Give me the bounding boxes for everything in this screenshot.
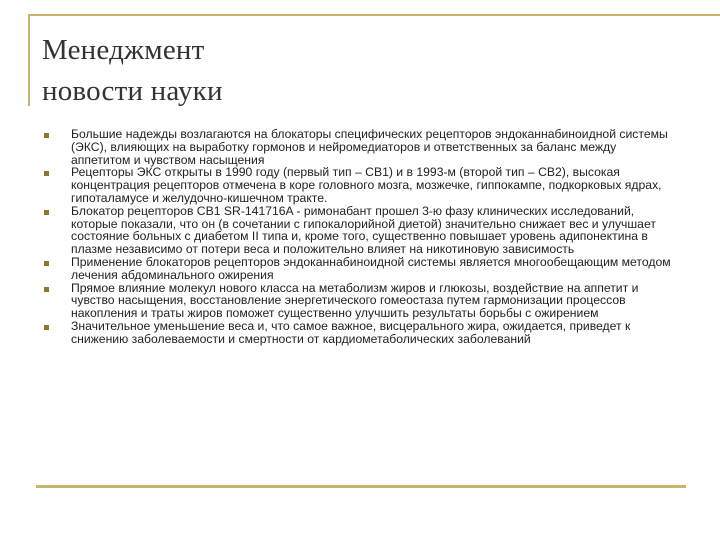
bullet-list <box>44 128 674 346</box>
bullet-item <box>44 128 674 166</box>
bullet-square-icon <box>44 210 49 215</box>
slide-title-line-1: Менеджмент <box>42 34 205 66</box>
slide-title <box>42 30 223 112</box>
bullet-text: Применение блокаторов рецепторов эндоканнабиноидной системы является многообещающим методом лечения абдоминального ожирения <box>71 254 671 282</box>
bullet-text: Значительное уменьшение веса и, что самое важное, висцерального жира, ожидается, приведет к снижению заболеваемости и смертности от кардиометаболических заболеваний <box>71 318 631 346</box>
bullet-text: Рецепторы ЭКС открыты в 1990 году (первый тип – CB1) и в 1993-м (второй тип – CB2), высокая концентрация рецепторов отмечена в коре головного мозга, мозжечке, гиппокампе, подкорковых ядрах, гипоталамусе и желудочно-кишечном тракте. <box>71 165 662 205</box>
bullet-item <box>44 166 674 204</box>
bottom-divider <box>36 485 686 488</box>
bullet-square-icon <box>44 133 49 138</box>
bullet-item <box>44 256 674 282</box>
bullet-square-icon <box>44 171 49 176</box>
bullet-square-icon <box>44 261 49 266</box>
bullet-item <box>44 282 674 320</box>
bullet-text: Большие надежды возлагаются на блокаторы специфических рецепторов эндоканнабиноидной системы (ЭКС), влияющих на выработку гормонов и нейромедиаторов и ответственных за баланс между аппетитом и чувством насыщения <box>71 127 668 167</box>
bullet-item <box>44 205 674 256</box>
bullet-text: Блокатор рецепторов CB1 SR-141716A - римонабант прошел 3-ю фазу клинических исследований, которые показали, что он (в сочетании с гипокалорийной диетой) значительно снижает вес и улучшает состояние больных с диабетом II типа и, кроме того, существенно повышает уровень адипонектина в плазме независимо от потери веса и положительно влияет на никотиновую зависимость <box>71 203 656 257</box>
bullet-square-icon <box>44 325 49 330</box>
bullet-square-icon <box>44 287 49 292</box>
bullet-text: Прямое влияние молекул нового класса на метаболизм жиров и глюкозы, воздействие на аппетит и чувство насыщения, восстановление энергетического гомеостаза путем гармонизации процессов накопления и траты жиров поможет существенно улучшить результаты борьбы с ожирением <box>71 280 639 321</box>
slide-title-line-2: новости науки <box>42 75 223 107</box>
bullet-item <box>44 320 674 346</box>
